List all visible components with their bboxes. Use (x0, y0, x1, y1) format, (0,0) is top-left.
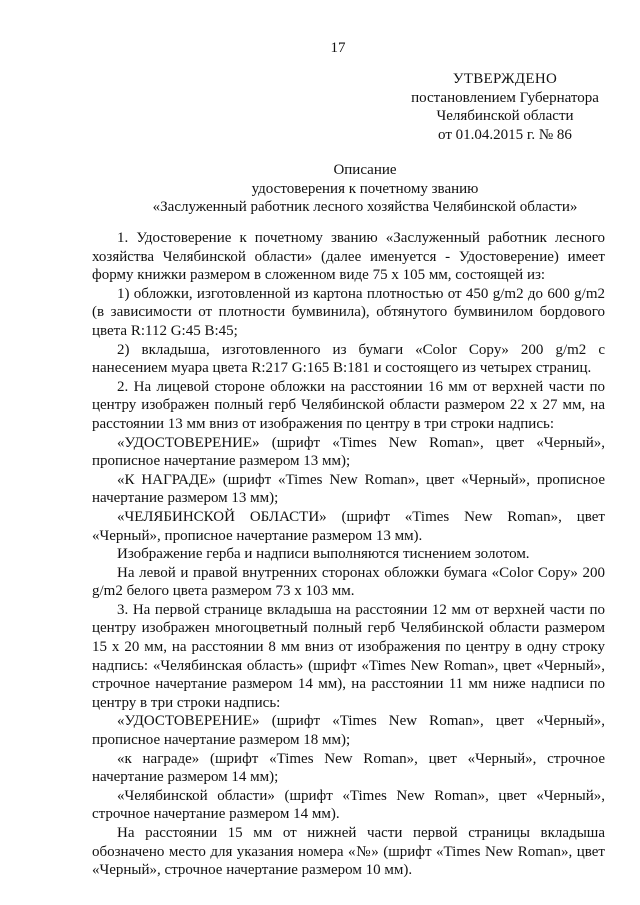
title-line-certificate: удостоверения к почетному званию (251, 180, 479, 197)
paragraph: 2) вкладыша, изготовленного из бумаги «Color Copy» 200 g/m2 с нанесением муара цвета R:217 G:165 B:181 и состоящего из четырех страниц. (92, 341, 605, 377)
document-body (92, 229, 605, 880)
paragraph: На левой и правой внутренних сторонах обложки бумага «Color Copy» 200 g/m2 белого цвета размером 73 х 103 мм. (92, 564, 605, 600)
paragraph: 1. Удостоверение к почетному званию «Заслуженный работник лесного хозяйства Челябинской области» (далее именуется - Удостоверение) имеет форму книжки размером в сложенном виде 75 х 105 мм, состоящей из: (92, 230, 605, 284)
title-line-honorary-name: «Заслуженный работник лесного хозяйства Челябинской области» (152, 199, 578, 215)
document-title (90, 161, 640, 217)
approval-stamp-block (400, 70, 610, 144)
approval-line-resolution: постановлением Губернатора (411, 89, 599, 106)
paragraph: «УДОСТОВЕРЕНИЕ» (шрифт «Times New Roman», цвет «Черный», прописное начертание размером 13 мм); (92, 434, 605, 470)
paragraph: «ЧЕЛЯБИНСКОЙ ОБЛАСТИ» (шрифт «Times New Roman», цвет «Черный», прописное начертание размером 13 мм). (92, 508, 605, 544)
approved-heading: УТВЕРЖДЕНО (452, 71, 558, 87)
paragraph: 3. На первой странице вкладыша на расстоянии 12 мм от верхней части по центру изображен многоцветный полный герб Челябинской области размером 15 х 20 мм, на расстоянии 8 мм вниз от изображения по центру в одну строку надпись: «Челябинская область» (шрифт «Times New Roman», цвет «Черный», строчное начертание размером 14 мм), на расстоянии 11 мм ниже надписи по центру в три строки надпись: (92, 601, 605, 711)
paragraph: На расстоянии 15 мм от нижней части первой страницы вкладыша обозначено место для указания номера «№» (шрифт «Times New Roman», цвет «Черный», строчное начертание размером 10 мм). (92, 825, 605, 879)
approval-line-date: от 01.04.2015 г. № 86 (438, 126, 572, 143)
paragraph: «УДОСТОВЕРЕНИЕ» (шрифт «Times New Roman», цвет «Черный», прописное начертание размером 18 мм); (92, 713, 605, 749)
paragraph: 1) обложки, изготовленной из картона плотностью от 450 g/m2 до 600 g/m2 (в зависимости от плотности бумвинила), обтянутого бумвинилом бордового цвета R:112 G:45 B:45; (92, 285, 605, 339)
paragraph: «к награде» (шрифт «Times New Roman», цвет «Черный», строчное начертание размером 14 мм); (92, 750, 605, 786)
page-number: 17 (330, 40, 346, 56)
paragraph: «К НАГРАДЕ» (шрифт «Times New Roman», цвет «Черный», прописное начертание размером 13 мм); (92, 471, 605, 507)
approval-line-region: Челябинской области (436, 108, 574, 124)
paragraph: «Челябинской области» (шрифт «Times New Roman», цвет «Черный», строчное начертание размером 14 мм). (92, 787, 605, 823)
title-line-description: Описание (333, 162, 397, 178)
paragraph: Изображение герба и надписи выполняются тиснением золотом. (117, 546, 530, 563)
paragraph: 2. На лицевой стороне обложки на расстоянии 16 мм от верхней части по центру изображен полный герб Челябинской области размером 22 х 27 мм, на расстоянии 13 мм вниз от изображения по центру в три строки надпись: (92, 378, 605, 432)
